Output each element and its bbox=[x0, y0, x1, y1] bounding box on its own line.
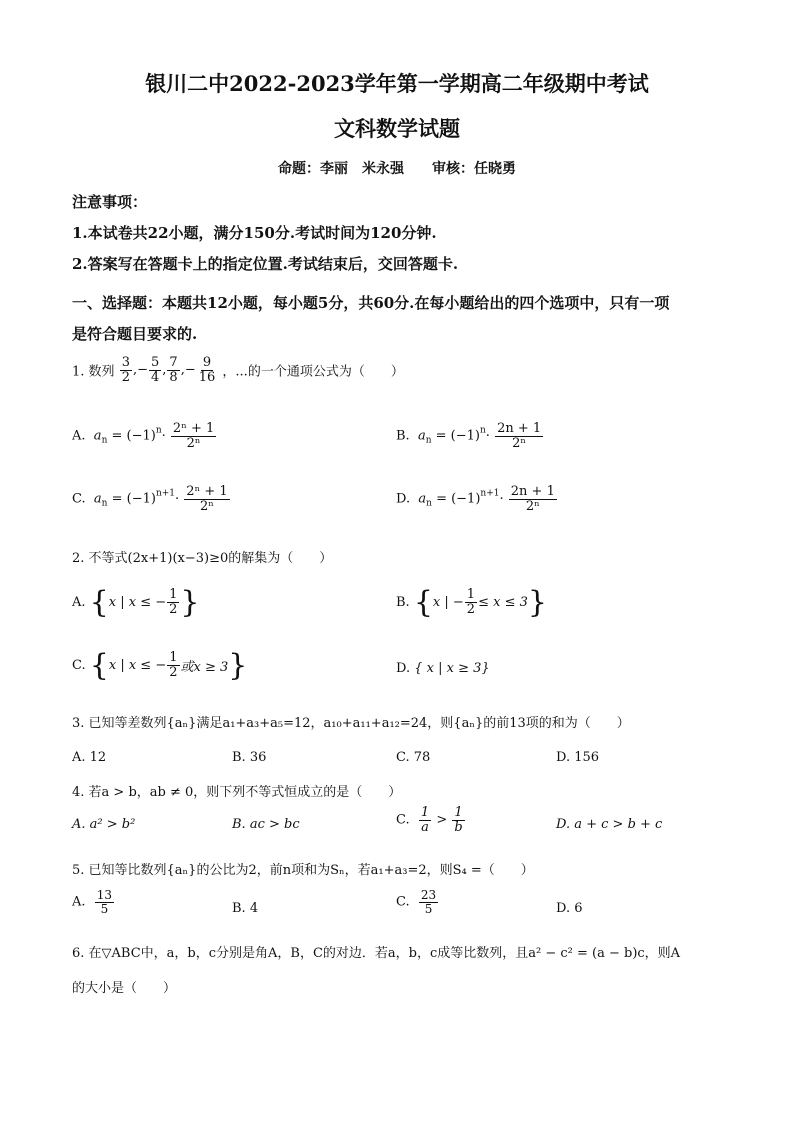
question-1-prefix: 1. 数列 bbox=[72, 364, 115, 380]
exam-title: 银川二中2022-2023学年第一学期高二年级期中考试 bbox=[145, 71, 649, 96]
notice-item-2: 2.答案写在答题卡上的指定位置.考试结束后，交回答题卡. bbox=[72, 255, 459, 273]
q3-option-c[interactable]: C. 78 bbox=[396, 750, 431, 765]
q1-option-c[interactable]: C. $a_n = (-1)^{n+1}\cdot$ $\frac{\text{2ⁿ + 1}}{\text{2ⁿ}}$ bbox=[72, 484, 228, 514]
exam-subtitle: 文科数学试题 bbox=[334, 116, 460, 141]
section-heading-line2: 是符合题目要求的. bbox=[72, 325, 198, 343]
section-heading-line1: 一、选择题：本题共12小题，每小题5分，共60分.在每小题给出的四个选项中，只有一项 bbox=[72, 294, 670, 312]
q4-option-d[interactable]: D. a + c > b + c bbox=[556, 817, 663, 832]
q1-frac-4: $\frac{9}{16}$ bbox=[198, 355, 216, 385]
notice-heading: 注意事项： bbox=[72, 193, 148, 211]
question-1-suffix: ，...的一个通项公式为（ ） bbox=[222, 364, 404, 380]
q3-option-b[interactable]: B. 36 bbox=[232, 750, 267, 765]
q1-option-a[interactable]: A. $a_n = (-1)^n\cdot$ $\frac{\text{2ⁿ + 1}}{\text{2ⁿ}}$ bbox=[72, 421, 215, 451]
q4-option-c[interactable]: C. $\frac{1}{a}$ > $\frac{1}{b}$ bbox=[396, 805, 463, 835]
question-6-stem-line2: 的大小是（ ） bbox=[72, 981, 177, 996]
q2-option-b[interactable]: B. {x | − $\frac{1}{2}$ ≤ x ≤ 3} bbox=[396, 585, 547, 620]
q1-frac-2: $\frac{5}{4}$ bbox=[151, 355, 160, 385]
q1-option-d[interactable]: D. $a_n = (-1)^{n+1}\cdot$ $\frac{2n + 1}{\text{2ⁿ}}$ bbox=[396, 484, 555, 514]
q1-option-b[interactable]: B. $a_n = (-1)^n\cdot$ $\frac{2n + 1}{\text{2ⁿ}}$ bbox=[396, 421, 542, 451]
q4-option-b[interactable]: B. ac > bc bbox=[232, 817, 300, 832]
question-6-stem-line1: 6. 在▽ABC中，a，b，c分别是角A，B，C的对边．若a，b，c成等比数列，且a² − c² = (a − b)c，则A bbox=[72, 946, 681, 961]
q1-frac-3: $\frac{7}{8}$ bbox=[169, 355, 178, 385]
question-2-stem: 2. 不等式(2x+1)(x−3)≥0的解集为（ ） bbox=[72, 551, 333, 566]
question-5-stem: 5. 已知等比数列{aₙ}的公比为2，前n项和为Sₙ，若a₁+a₃=2，则S₄ =（ ） bbox=[72, 863, 534, 878]
question-4-stem: 4. 若a > b，ab ≠ 0，则下列不等式恒成立的是（ ） bbox=[72, 785, 402, 800]
q2-option-a[interactable]: A. {x | x ≤ − $\frac{1}{2}$ } bbox=[72, 585, 200, 620]
q2-option-c[interactable]: C. {x | x ≤ − $\frac{1}{2}$ 或x ≥ 3} bbox=[72, 648, 248, 683]
question-1-stem: 1. 数列 $\frac{3}{2}$ ,− $\frac{5}{4}$ , $\frac{7}{8}$ ,− $\frac{9}{16}$ ，...的一个通项公式为（ ） bbox=[72, 355, 404, 385]
question-3-stem: 3. 已知等差数列{aₙ}满足a₁+a₃+a₅=12，a₁₀+a₁₁+a₁₂=24，则{aₙ}的前13项的和为（ ） bbox=[72, 716, 630, 731]
q5-option-a[interactable]: A. $\frac{13}{5}$ bbox=[72, 888, 113, 916]
q1-frac-1: $\frac{3}{2}$ bbox=[121, 355, 130, 385]
q2-option-d[interactable]: D. { x | x ≥ 3} bbox=[396, 661, 490, 676]
q3-option-d[interactable]: D. 156 bbox=[556, 750, 600, 765]
notice-item-1: 1.本试卷共22小题，满分150分.考试时间为120分钟. bbox=[72, 224, 437, 242]
exam-authors: 命题：李丽 米永强 审核：任晓勇 bbox=[278, 161, 516, 177]
q3-option-a[interactable]: A. 12 bbox=[72, 750, 107, 765]
q5-option-c[interactable]: C. $\frac{23}{5}$ bbox=[396, 888, 437, 916]
q4-option-a[interactable]: A. a² > b² bbox=[72, 817, 136, 832]
q5-option-d[interactable]: D. 6 bbox=[556, 901, 583, 916]
q5-option-b[interactable]: B. 4 bbox=[232, 901, 259, 916]
